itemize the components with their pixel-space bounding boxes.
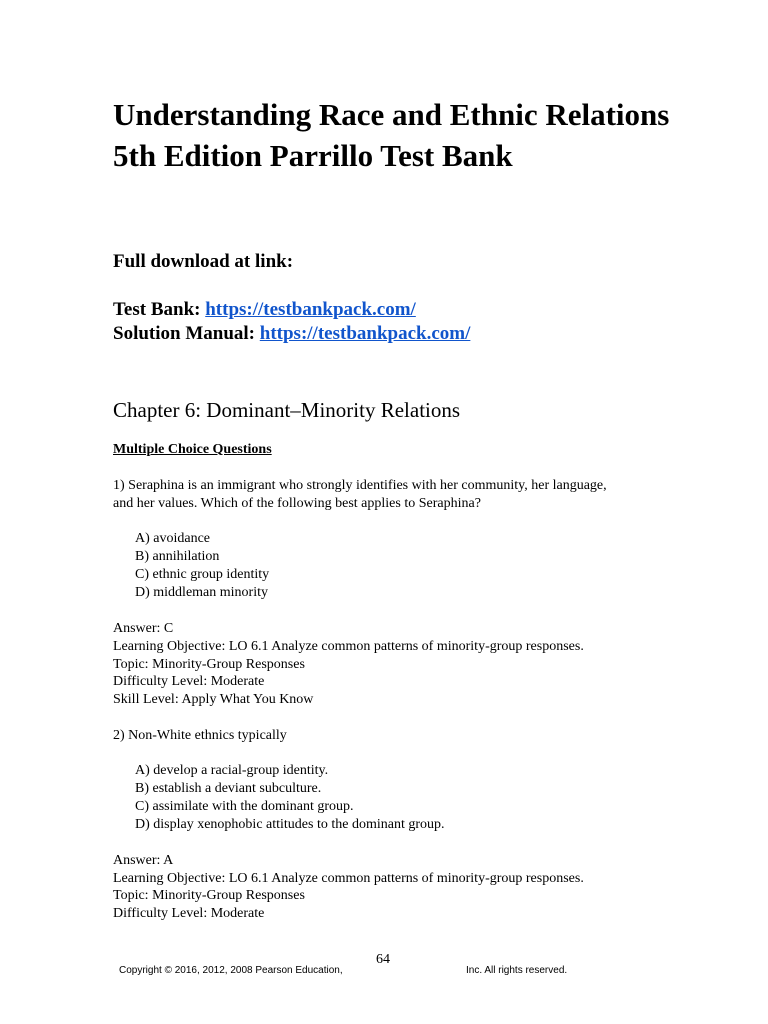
solution-manual-line (113, 322, 470, 346)
question-1-option-c: C) ethnic group identity (135, 567, 270, 582)
question-1-stem-line-1: 1) Seraphina is an immigrant who strongly identifies with her community, her language, (113, 478, 607, 493)
solution-manual-label: Solution Manual: (113, 323, 256, 344)
copyright-left: Copyright © 2016, 2012, 2008 Pearson Education, (119, 965, 343, 976)
question-1-option-a: A) avoidance (135, 531, 211, 546)
test-bank-label: Test Bank: (113, 299, 201, 320)
question-2-stem: 2) Non-White ethnics typically (113, 728, 287, 743)
solution-manual-link[interactable]: https://testbankpack.com/ (259, 323, 471, 344)
question-2-option-a: A) develop a racial-group identity. (135, 763, 329, 778)
question-1-skill: Skill Level: Apply What You Know (113, 692, 314, 707)
question-1-topic: Topic: Minority-Group Responses (113, 657, 305, 672)
question-1-stem-line-2: and her values. Which of the following best applies to Seraphina? (113, 496, 481, 511)
download-heading: Full download at link: (113, 251, 294, 272)
question-2-option-c: C) assimilate with the dominant group. (135, 799, 354, 814)
page-number: 64 (376, 952, 390, 967)
question-2-option-b: B) establish a deviant subculture. (135, 781, 322, 796)
question-1-difficulty: Difficulty Level: Moderate (113, 674, 265, 689)
chapter-title: Chapter 6: Dominant–Minority Relations (113, 398, 461, 422)
question-1-option-b: B) annihilation (135, 549, 220, 564)
question-1-option-d: D) middleman minority (135, 585, 268, 600)
test-bank-link[interactable]: https://testbankpack.com/ (205, 299, 416, 320)
copyright-right: Inc. All rights reserved. (466, 965, 568, 976)
question-1-objective: Learning Objective: LO 6.1 Analyze common patterns of minority-group responses. (113, 639, 584, 654)
section-heading: Multiple Choice Questions (113, 442, 272, 457)
document-title: Understanding Race and Ethnic Relations 5th Edition Parrillo Test Bank (113, 97, 670, 173)
question-1-answer: Answer: C (113, 621, 174, 636)
question-2-difficulty: Difficulty Level: Moderate (113, 906, 265, 921)
question-2-answer: Answer: A (113, 853, 174, 868)
question-2-objective: Learning Objective: LO 6.1 Analyze common patterns of minority-group responses. (113, 871, 584, 886)
question-2-topic: Topic: Minority-Group Responses (113, 888, 305, 903)
question-2-option-d: D) display xenophobic attitudes to the dominant group. (135, 817, 445, 832)
test-bank-line (113, 298, 416, 322)
